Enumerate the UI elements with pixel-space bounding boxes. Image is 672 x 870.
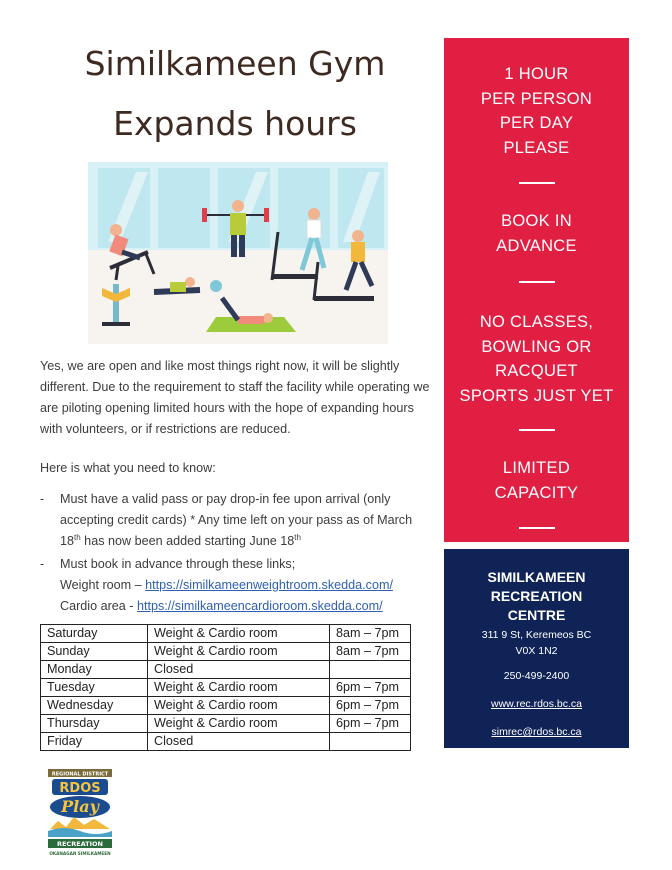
- website-link[interactable]: www.rec.rdos.bc.ca: [490, 698, 583, 710]
- gym-illustration: [88, 162, 390, 344]
- notice-no-classes: NO CLASSES, BOWLING OR RACQUET SPORTS JUST YET: [459, 313, 614, 405]
- day-cell: Wednesday: [41, 697, 148, 715]
- area-cell: Weight & Cardio room: [148, 697, 330, 715]
- address-line-2: V0X 1N2: [515, 645, 558, 657]
- day-cell: Thursday: [41, 715, 148, 733]
- area-cell: Weight & Cardio room: [148, 679, 330, 697]
- svg-text:REGIONAL DISTRICT: REGIONAL DISTRICT: [51, 771, 109, 778]
- svg-text:RDOS: RDOS: [59, 781, 101, 796]
- svg-text:OKANAGAN SIMILKAMEEN: OKANAGAN SIMILKAMEEN: [49, 851, 111, 856]
- phone-number: 250-499-2400: [503, 670, 570, 682]
- hours-table: [40, 624, 411, 751]
- notice-one-hour: 1 HOUR PER PERSON PER DAY PLEASE: [480, 65, 593, 157]
- bullet-payment-text: Must have a valid pass or pay drop-in fee upon arrival (only accepting credit cards) * Any time left on your pass as of March 18th has now been added starting June 18th: [60, 492, 413, 548]
- cardio-area-link[interactable]: https://similkameencardioroom.skedda.com/: [137, 599, 383, 613]
- weight-room-link[interactable]: https://similkameenweightroom.skedda.com/: [145, 578, 393, 592]
- area-cell: Weight & Cardio room: [148, 715, 330, 733]
- table-row: [41, 625, 411, 643]
- table-row: [41, 733, 411, 751]
- day-cell: Sunday: [41, 643, 148, 661]
- need-to-know-heading: Here is what you need to know:: [40, 461, 216, 475]
- area-cell: Weight & Cardio room: [148, 643, 330, 661]
- rdos-play-logo: [44, 767, 116, 859]
- hours-cell: 6pm – 7pm: [330, 679, 411, 697]
- hours-cell: 6pm – 7pm: [330, 715, 411, 733]
- hours-cell: [330, 661, 411, 679]
- address-line-1: 311 9 St, Keremeos BC: [481, 629, 592, 641]
- hours-cell: 8am – 7pm: [330, 625, 411, 643]
- day-cell: Saturday: [41, 625, 148, 643]
- area-cell: Weight & Cardio room: [148, 625, 330, 643]
- divider: [519, 527, 555, 529]
- bullet-dash: -: [40, 557, 45, 571]
- bullet-dash: -: [40, 492, 45, 506]
- notice-book-in-advance: BOOK IN ADVANCE: [496, 212, 577, 255]
- day-cell: Friday: [41, 733, 148, 751]
- svg-text:Play: Play: [61, 797, 99, 816]
- cardio-area-line: Cardio area - https://similkameencardioroom.skedda.com/: [60, 599, 383, 613]
- page-title-line-2: Expands hours: [113, 104, 357, 143]
- centre-name: SIMILKAMEEN RECREATION CENTRE: [487, 569, 586, 623]
- hours-cell: 6pm – 7pm: [330, 697, 411, 715]
- svg-text:RECREATION: RECREATION: [56, 840, 104, 848]
- divider: [519, 281, 555, 283]
- table-row: [41, 715, 411, 733]
- hours-cell: 8am – 7pm: [330, 643, 411, 661]
- bullet-booking-text: [60, 554, 432, 617]
- booking-intro: Must book in advance through these links;: [60, 557, 296, 571]
- table-row: [41, 679, 411, 697]
- contact-panel: [444, 549, 629, 748]
- table-row: [41, 643, 411, 661]
- exercise-ball-icon: [210, 280, 222, 292]
- divider: [519, 182, 555, 184]
- hours-cell: [330, 733, 411, 751]
- day-cell: Tuesday: [41, 679, 148, 697]
- notice-limited-capacity: LIMITED CAPACITY: [494, 459, 579, 502]
- intro-paragraph: Yes, we are open and like most things right now, it will be slightly different. Due to the requirement to staff the facility while operating we are piloting opening limited hours with the hope of expanding hours with volunteers, or if restrictions are reduced.: [40, 359, 430, 436]
- area-cell: Closed: [148, 733, 330, 751]
- table-row: [41, 661, 411, 679]
- page-title-line-1: Similkameen Gym: [84, 44, 386, 83]
- notice-panel: [444, 38, 629, 542]
- day-cell: Monday: [41, 661, 148, 679]
- area-cell: Closed: [148, 661, 330, 679]
- divider: [519, 429, 555, 431]
- table-row: [41, 697, 411, 715]
- email-link[interactable]: simrec@rdos.bc.ca: [491, 726, 582, 738]
- weight-room-line: Weight room – https://similkameenweightroom.skedda.com/: [60, 578, 393, 592]
